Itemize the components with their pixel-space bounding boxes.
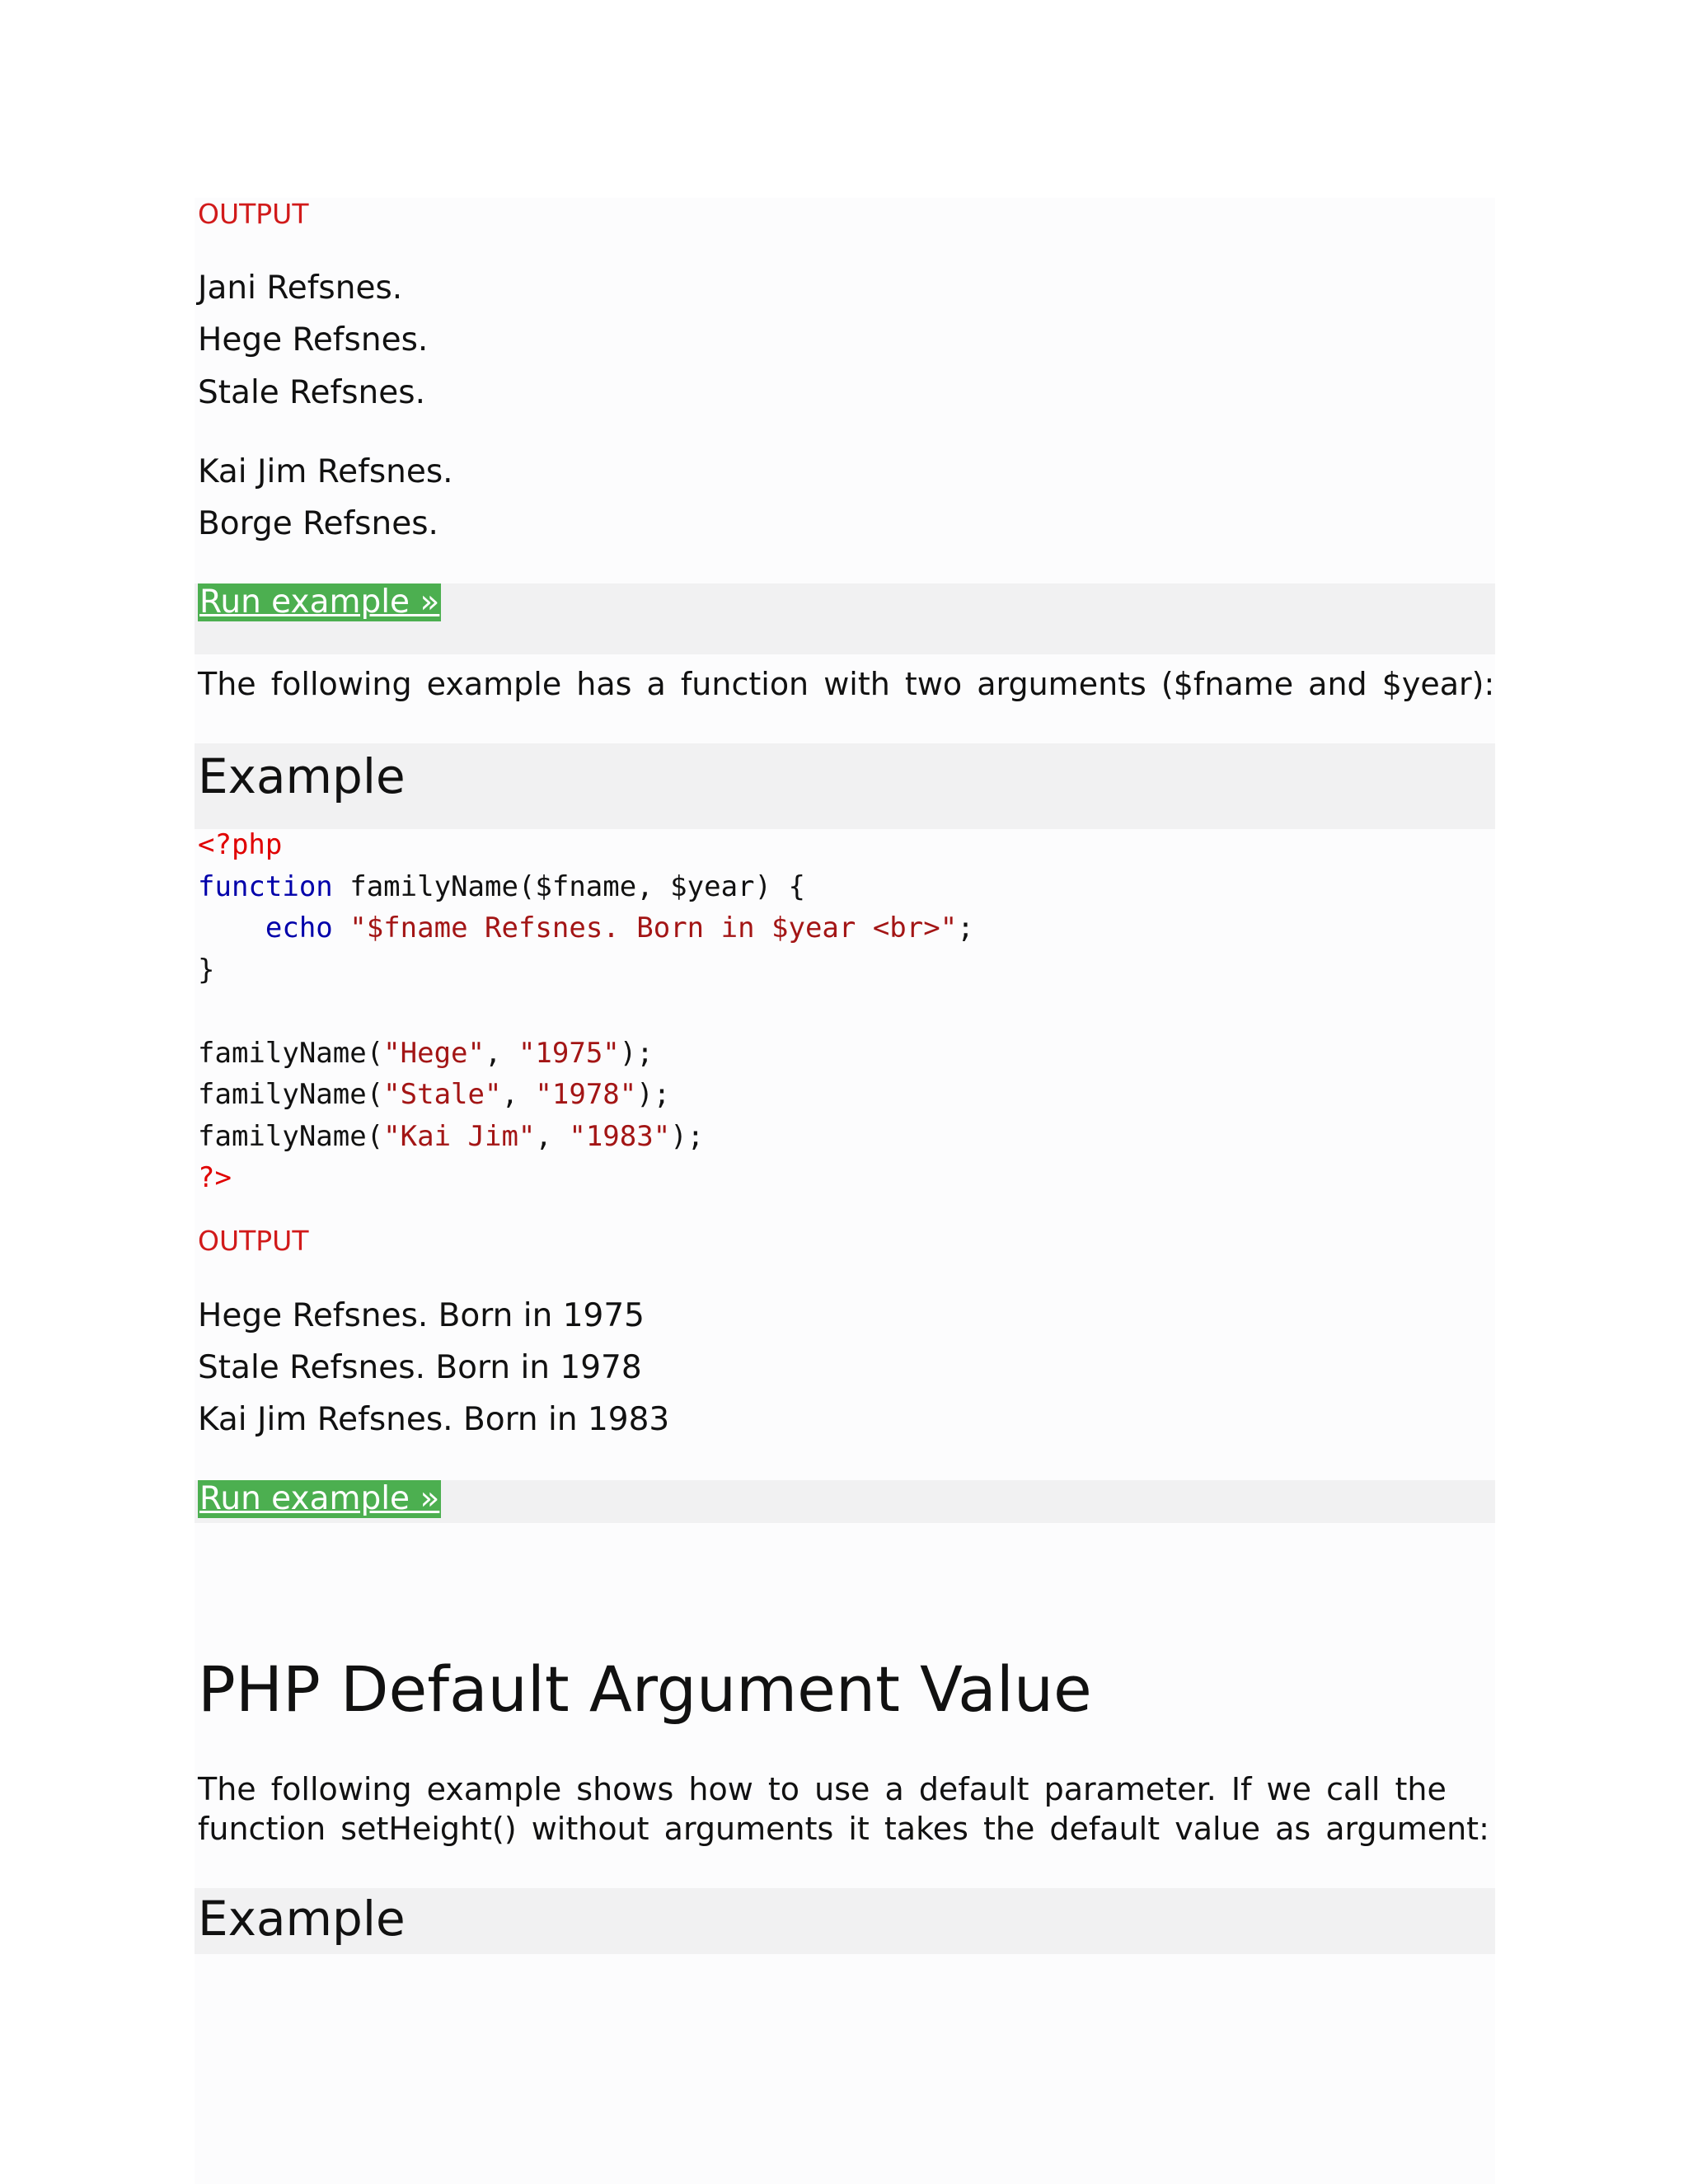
output-line: Borge Refsnes. [198, 505, 438, 542]
code-line-blank [198, 991, 974, 1033]
function-signature: familyName($fname, $year) { [332, 869, 805, 903]
section-paragraph-line: The following example shows how to use a default parameter. If we call the [198, 1771, 1447, 1807]
output-line: Hege Refsnes. Born in 1975 [198, 1297, 645, 1334]
echo-string: "$fname Refsnes. Born in $year <br>" [349, 912, 958, 944]
example-heading: Example [198, 748, 406, 804]
section-title: PHP Default Argument Value [198, 1652, 1092, 1726]
code-line [198, 824, 974, 866]
output-label: OUTPUT [198, 1225, 309, 1257]
code-block [198, 824, 974, 1199]
output-line: Kai Jim Refsnes. Born in 1983 [198, 1401, 670, 1438]
code-line: familyName("Stale", "1978"); [198, 1078, 671, 1111]
example-heading: Example [198, 1891, 406, 1947]
output-line: Stale Refsnes. [198, 374, 425, 411]
function-keyword: function [198, 869, 333, 903]
php-open-tag: <?php [198, 828, 283, 861]
output-line: Stale Refsnes. Born in 1978 [198, 1349, 642, 1386]
run-example-button[interactable]: Run example » [199, 1480, 440, 1517]
closing-brace: } [198, 953, 215, 987]
echo-keyword: echo [265, 912, 333, 944]
code-line [198, 866, 974, 908]
code-line: familyName("Kai Jim", "1983"); [198, 1119, 705, 1153]
output-line: Jani Refsnes. [198, 269, 403, 307]
php-close-tag: ?> [198, 1161, 232, 1194]
code-line: familyName("Hege", "1975"); [198, 1036, 654, 1070]
intro-paragraph: The following example has a function with two arguments ($fname and $year): [198, 666, 1495, 702]
output-label: OUTPUT [198, 198, 309, 230]
section-paragraph-line: function setHeight() without arguments it takes the default value as argument: [198, 1811, 1489, 1847]
code-line [198, 1157, 974, 1199]
code-line: echo "$fname Refsnes. Born in $year <br>"; [265, 912, 974, 944]
code-line [198, 949, 974, 991]
output-line: Hege Refsnes. [198, 321, 429, 359]
output-line: Kai Jim Refsnes. [198, 453, 453, 490]
run-example-button[interactable]: Run example » [199, 583, 440, 621]
